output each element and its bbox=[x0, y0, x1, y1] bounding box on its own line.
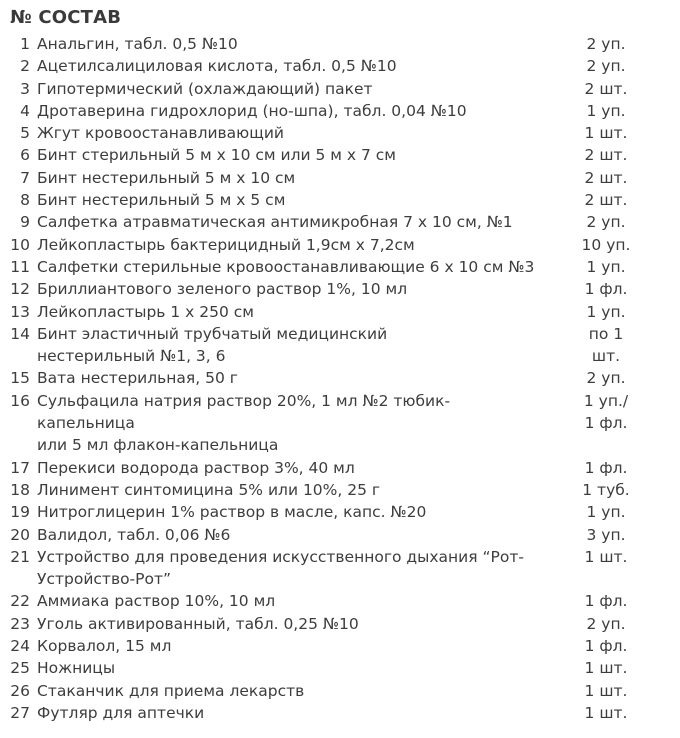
list-item bbox=[0, 323, 680, 368]
item-quantity: 1 шт. bbox=[584, 659, 628, 678]
item-quantity: 1 фл. bbox=[584, 458, 628, 477]
item-quantity: 1 шт. bbox=[584, 703, 628, 722]
item-quantity: 1 фл. bbox=[584, 280, 628, 299]
item-name: Уголь активированный, табл. 0,25 №10 bbox=[37, 614, 359, 633]
item-number: 4 bbox=[20, 101, 30, 120]
item-name: Ножницы bbox=[37, 659, 116, 678]
list-item bbox=[0, 613, 680, 635]
item-name: Перекиси водорода раствор 3%, 40 мл bbox=[37, 458, 355, 477]
item-name: Аммиака раствор 10%, 10 мл bbox=[37, 592, 276, 611]
list-item bbox=[0, 100, 680, 122]
item-quantity: 1 туб. bbox=[582, 480, 630, 499]
list-item bbox=[0, 367, 680, 389]
list-item bbox=[0, 144, 680, 166]
list-item bbox=[0, 256, 680, 278]
item-name: Дротаверина гидрохлорид (но-шпа), табл. 0,04 №10 bbox=[37, 101, 467, 120]
item-quantity: 2 уп. bbox=[586, 213, 626, 232]
item-number: 13 bbox=[10, 302, 30, 321]
item-name: Жгут кровоостанавливающий bbox=[37, 124, 284, 143]
item-quantity: 1 уп. bbox=[586, 257, 626, 276]
item-quantity: 1 уп. bbox=[586, 302, 626, 321]
item-name: Вата нестерильная, 50 г bbox=[37, 369, 238, 388]
item-name: Футляр для аптечки bbox=[37, 703, 205, 722]
list-item bbox=[0, 479, 680, 501]
item-number: 23 bbox=[10, 614, 30, 633]
list-item bbox=[0, 501, 680, 523]
item-name: Сульфацила натрия раствор 20%, 1 мл №2 тюбик- капельница или 5 мл флакон-капельница bbox=[37, 391, 451, 455]
item-number: 7 bbox=[20, 168, 30, 187]
item-number: 24 bbox=[10, 637, 30, 656]
list-item bbox=[0, 167, 680, 189]
list-item bbox=[0, 702, 680, 724]
list-item bbox=[0, 680, 680, 702]
item-quantity: 2 шт. bbox=[584, 79, 628, 98]
item-quantity: 1 шт. bbox=[584, 124, 628, 143]
item-name: Анальгин, табл. 0,5 №10 bbox=[37, 35, 238, 53]
item-number: 26 bbox=[10, 681, 30, 700]
item-name: Бриллиантового зеленого раствор 1%, 10 мл bbox=[37, 280, 408, 299]
item-number: 20 bbox=[10, 525, 30, 544]
item-name: Лейкопластырь бактерицидный 1,9см х 7,2см bbox=[37, 235, 415, 254]
item-name: Ацетилсалициловая кислота, табл. 0,5 №10 bbox=[37, 57, 397, 76]
contents-list bbox=[0, 33, 680, 724]
list-item bbox=[0, 55, 680, 77]
item-number: 18 bbox=[10, 480, 30, 499]
list-item bbox=[0, 33, 680, 55]
item-quantity: 2 шт. bbox=[584, 168, 628, 187]
item-number: 6 bbox=[20, 146, 30, 165]
item-quantity: 1 уп./ 1 фл. bbox=[583, 391, 629, 433]
list-item bbox=[0, 390, 680, 457]
item-number: 8 bbox=[20, 191, 30, 210]
item-name: Бинт стерильный 5 м х 10 см или 5 м х 7 см bbox=[37, 146, 397, 165]
item-quantity: 10 уп. bbox=[581, 235, 631, 254]
list-item bbox=[0, 635, 680, 657]
item-number: 22 bbox=[10, 592, 30, 611]
list-item bbox=[0, 657, 680, 679]
item-quantity: 1 шт. bbox=[584, 547, 628, 566]
item-name: Стаканчик для приема лекарств bbox=[37, 681, 305, 700]
item-number: 5 bbox=[20, 124, 30, 143]
item-number: 16 bbox=[10, 391, 30, 410]
item-quantity: 2 шт. bbox=[584, 146, 628, 165]
item-name: Бинт нестерильный 5 м х 10 см bbox=[37, 168, 296, 187]
item-number: 17 bbox=[10, 458, 30, 477]
item-number: 12 bbox=[10, 280, 30, 299]
item-quantity: 2 уп. bbox=[586, 614, 626, 633]
item-quantity: 1 фл. bbox=[584, 592, 628, 611]
item-number: 10 bbox=[10, 235, 30, 254]
item-quantity: 1 уп. bbox=[586, 101, 626, 120]
list-item bbox=[0, 234, 680, 256]
item-name: Линимент синтомицина 5% или 10%, 25 г bbox=[37, 480, 381, 499]
item-number: 21 bbox=[10, 547, 30, 566]
item-quantity: 2 уп. bbox=[586, 35, 626, 53]
item-name: Устройство для проведения искусственного дыхания “Рот- Устройство-Рот” bbox=[37, 547, 524, 589]
item-number: 1 bbox=[20, 35, 30, 53]
item-quantity: 2 шт. bbox=[584, 191, 628, 210]
item-number: 3 bbox=[20, 79, 30, 98]
item-number: 11 bbox=[10, 257, 30, 276]
item-quantity: по 1 шт. bbox=[588, 324, 624, 366]
list-item bbox=[0, 524, 680, 546]
item-quantity: 1 фл. bbox=[584, 637, 628, 656]
item-name: Валидол, табл. 0,06 №6 bbox=[37, 525, 231, 544]
item-name: Нитроглицерин 1% раствор в масле, капс. №20 bbox=[37, 503, 427, 522]
item-number: 25 bbox=[10, 659, 30, 678]
item-name: Гипотермический (охлаждающий) пакет bbox=[37, 79, 373, 98]
list-item bbox=[0, 546, 680, 591]
list-item bbox=[0, 457, 680, 479]
item-name: Бинт эластичный трубчатый медицинский нестерильный №1, 3, 6 bbox=[37, 324, 388, 366]
item-number: 2 bbox=[20, 57, 30, 76]
item-quantity: 1 шт. bbox=[584, 681, 628, 700]
list-item bbox=[0, 78, 680, 100]
page-title: № СОСТАВ bbox=[10, 7, 122, 28]
item-name: Салфетки стерильные кровоостанавливающие 6 х 10 см №3 bbox=[37, 257, 535, 276]
item-name: Корвалол, 15 мл bbox=[37, 637, 172, 656]
list-item bbox=[0, 211, 680, 233]
item-quantity: 2 уп. bbox=[586, 369, 626, 388]
item-number: 9 bbox=[20, 213, 30, 232]
item-name: Лейкопластырь 1 х 250 см bbox=[37, 302, 254, 321]
list-item bbox=[0, 301, 680, 323]
item-number: 19 bbox=[10, 503, 30, 522]
item-quantity: 1 уп. bbox=[586, 503, 626, 522]
item-number: 27 bbox=[10, 703, 30, 722]
item-quantity: 2 уп. bbox=[586, 57, 626, 76]
item-number: 15 bbox=[10, 369, 30, 388]
item-number: 14 bbox=[10, 324, 30, 343]
list-item bbox=[0, 590, 680, 612]
item-name: Бинт нестерильный 5 м х 5 см bbox=[37, 191, 286, 210]
list-item bbox=[0, 189, 680, 211]
item-quantity: 3 уп. bbox=[586, 525, 626, 544]
list-item bbox=[0, 278, 680, 300]
item-name: Салфетка атравматическая антимикробная 7 х 10 см, №1 bbox=[37, 213, 513, 232]
list-item bbox=[0, 122, 680, 144]
